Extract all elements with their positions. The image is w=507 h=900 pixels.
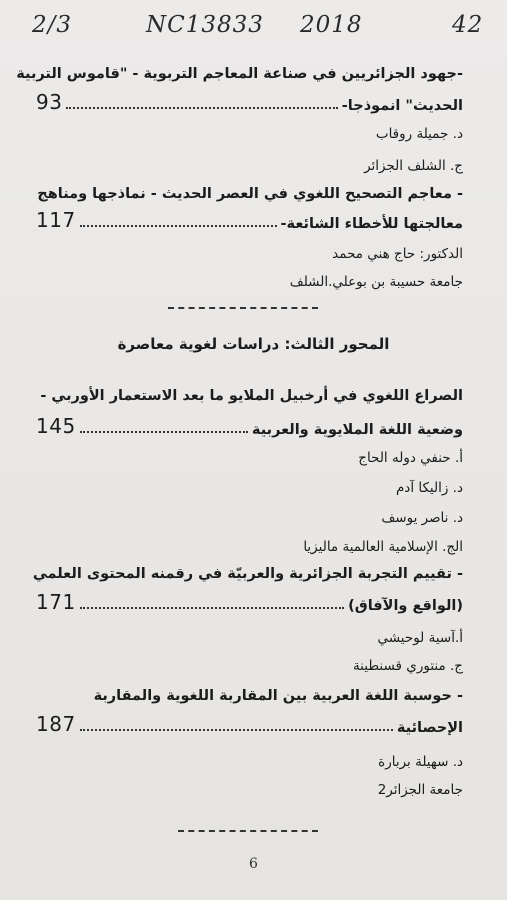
entry-title-line2-row [36,210,463,232]
entry-title-line1: - حوسبة اللغة العربية بين المقاربة اللغوية والمقاربة [93,688,463,704]
entry-title-line2: (الواقع والآفاق) [348,598,463,614]
entry-page-number: 93 [36,90,63,114]
entry-title-line1: -جهود الجزائريين في صناعة المعاجم التربوية - "قاموس التربية [16,66,463,82]
entry-title-line2: وضعية اللغة الملايوية والعربية [251,422,463,438]
entry-author: د. زاليكا آدم [395,480,463,496]
entry-affiliation: ج. الشلف الجزائر [364,158,463,174]
entry-title-line1: الصراع اللغوي في أرخبيل الملايو ما بعد الاستعمار الأوربي - [40,388,463,404]
separator-line [178,830,318,832]
entry-author: أ. حنفي دوله الحاج [358,450,463,466]
entry-title-line2: الحديث" انموذجا- [341,98,463,114]
entry-affiliation: ج. منتوري قسنطينة [352,658,463,674]
entry-page-number: 171 [36,590,76,614]
entry-title-line2: معالجتها للأخطاء الشائعة- [280,216,463,232]
entry-title-line1: - تقييم التجربة الجزائرية والعربيّة في رقمنه المحتوى العلمي [32,566,463,582]
entry-affiliation: الج. الإسلامية العالمية ماليزيا [303,539,463,555]
entry-author: د. سهيلة بربارة [378,754,463,770]
entry-author: الدكتور: حاج هني محمد [332,246,463,262]
entry-author: د. جميلة روقاب [375,126,463,142]
entry-page-number: 145 [36,414,76,438]
section-title: المحور الثالث: دراسات لغوية معاصرة [117,335,390,353]
handwritten-year: 2018 [300,12,363,38]
handwritten-fraction: 2/3 [32,12,73,38]
entry-title-line2-row [36,714,463,736]
entry-author: د. ناصر يوسف [381,510,463,526]
entry-page-number: 117 [36,208,76,232]
dot-leader [66,106,337,109]
entry-page-number: 187 [36,712,76,736]
separator-line [168,307,318,309]
handwritten-code: NC13833 [146,12,264,38]
entry-affiliation: جامعة حسيبة بن بوعلي.الشلف [289,274,463,290]
dot-leader [80,606,344,609]
entry-title-line2-row [36,92,463,114]
entry-title-line2: الإحصائية [396,720,463,736]
dot-leader [80,224,277,227]
entry-title-line2-row [36,416,463,438]
dot-leader [80,430,248,433]
entry-title-line1: - معاجم التصحيح اللغوي في العصر الحديث - نماذجها ومناهج [37,186,463,202]
entry-author: أ.آسية لوحيشي [377,630,463,646]
dot-leader [80,728,393,731]
entry-affiliation: جامعة الجزائر2 [377,782,463,798]
page-number: 6 [249,856,258,872]
handwritten-number: 42 [452,12,484,38]
entry-title-line2-row [36,592,463,614]
